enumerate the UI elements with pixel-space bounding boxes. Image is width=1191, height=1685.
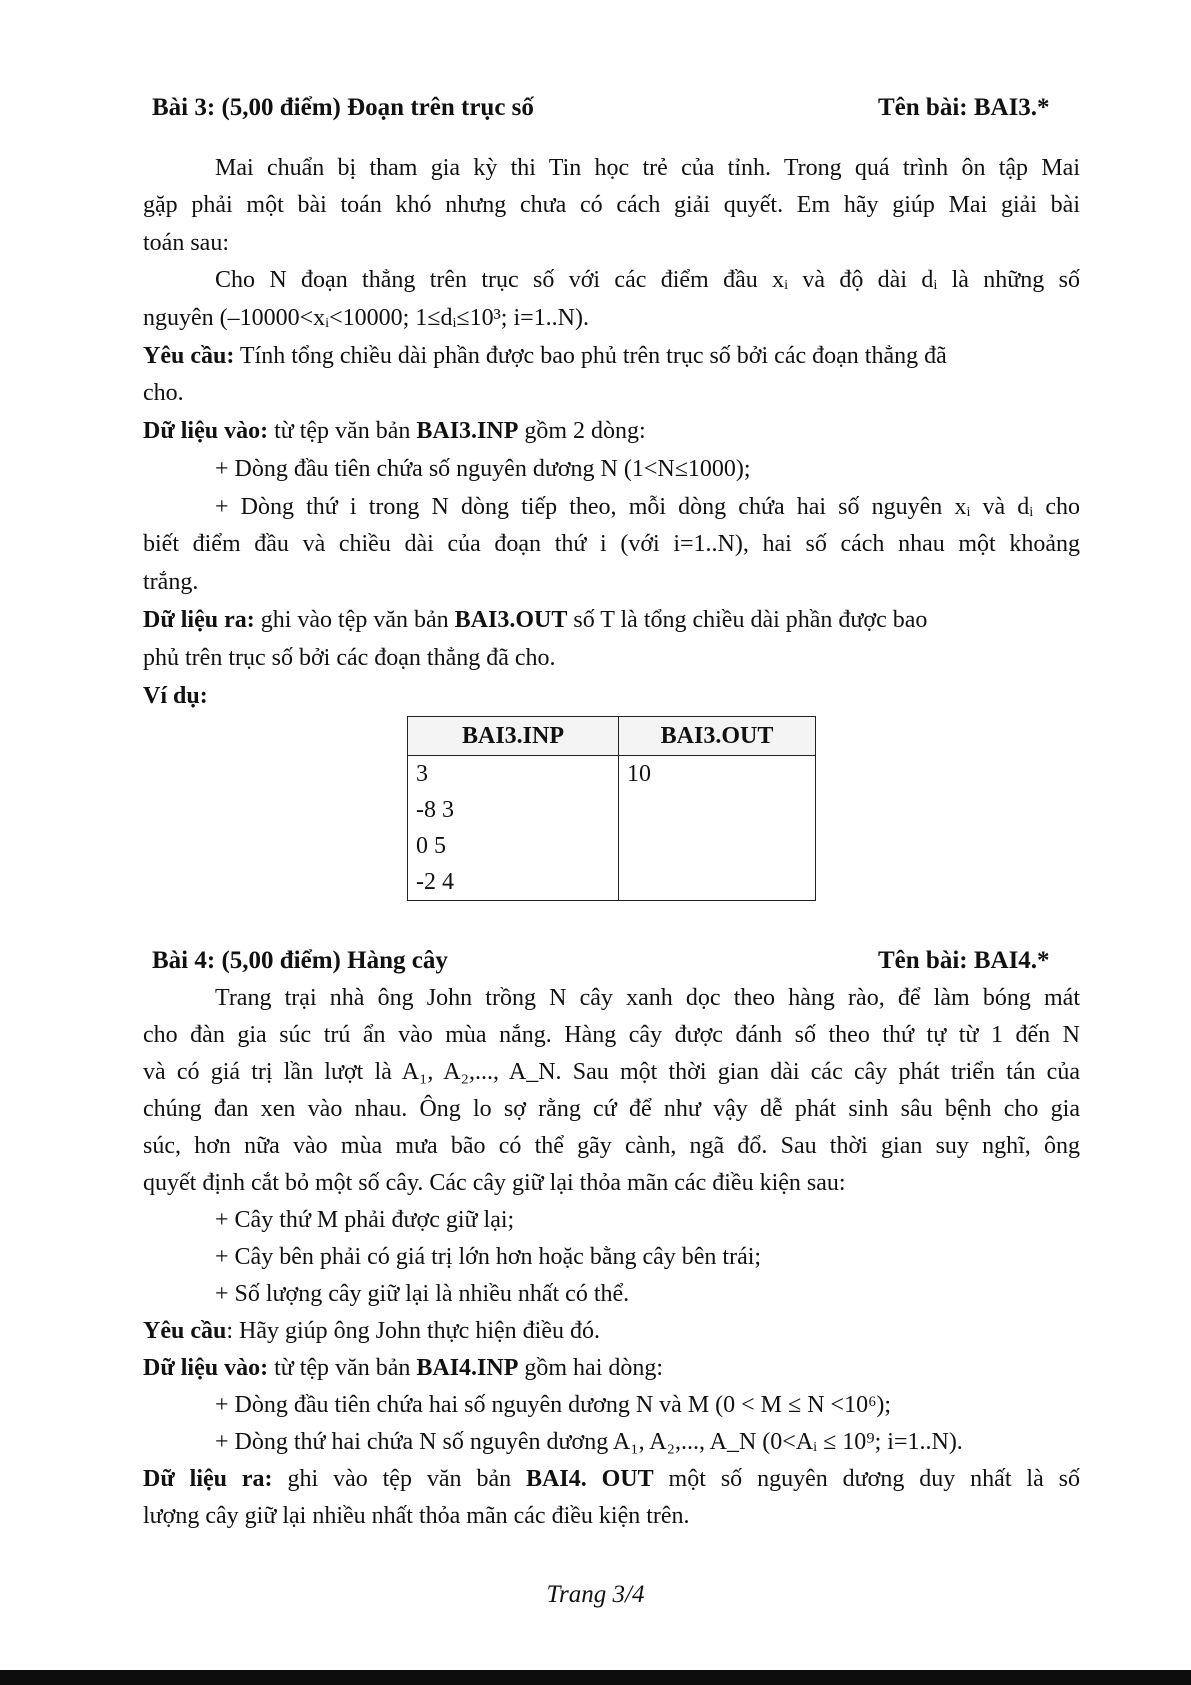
table-header-output: BAI3.OUT <box>619 717 816 756</box>
bai4-input-line1: + Dòng đầu tiên chứa hai số nguyên dương N và M (0 < M ≤ N <10⁶); <box>215 1392 892 1418</box>
table-cell-output <box>619 864 816 901</box>
bai4-para-line3: và có giá trị lần lượt là A₁, A₂,..., A_N. Sau một thời gian dài các cây phát triển tán của <box>143 1059 1080 1085</box>
bai4-output-line2: lượng cây giữ lại nhiều nhất thỏa mãn các điều kiện trên. <box>143 1503 690 1529</box>
output-filename: BAI3.OUT <box>454 607 568 633</box>
output-text-tail: số T là tổng chiều dài phần được bao <box>567 607 928 633</box>
output-text-tail: một số nguyên dương duy nhất là số <box>653 1466 1081 1492</box>
requirement-label: Yêu cầu <box>143 1318 227 1344</box>
bai3-input-line2: + Dòng thứ i trong N dòng tiếp theo, mỗi dòng chứa hai số nguyên xᵢ và dᵢ cho <box>215 494 1080 520</box>
requirement-text: Tính tổng chiều dài phần được bao phủ trên trục số bởi các đoạn thẳng đã <box>234 343 947 369</box>
table-row <box>408 756 816 793</box>
bai4-condition-3: + Số lượng cây giữ lại là nhiều nhất có thể. <box>215 1281 630 1307</box>
table-cell-output <box>619 792 816 828</box>
bai3-intro-line3: toán sau: <box>143 230 229 256</box>
bai4-input-spec <box>143 1352 663 1384</box>
bai4-para-line4: chúng đan xen vào nhau. Ông lo sợ rằng cứ để như vậy dễ phát sinh sâu bệnh cho gia <box>143 1096 1080 1122</box>
table-row <box>408 828 816 864</box>
bai4-condition-2: + Cây bên phải có giá trị lớn hơn hoặc bằng cây bên trái; <box>215 1244 762 1270</box>
output-text: ghi vào tệp văn bản <box>272 1466 527 1492</box>
output-label: Dữ liệu ra: <box>143 1466 273 1492</box>
bai3-input-line1: + Dòng đầu tiên chứa số nguyên dương N (1<N≤1000); <box>215 456 751 482</box>
table-cell-input: -8 3 <box>408 792 619 828</box>
bai3-output-line2: phủ trên trục số bởi các đoạn thẳng đã cho. <box>143 645 556 671</box>
table-cell-input: 0 5 <box>408 828 619 864</box>
output-text: ghi vào tệp văn bản <box>254 607 455 633</box>
table-cell-input: -2 4 <box>408 864 619 901</box>
bai3-intro-line1: Mai chuẩn bị tham gia kỳ thi Tin học trẻ của tỉnh. Trong quá trình ôn tập Mai <box>215 155 1080 181</box>
bai4-condition-1: + Cây thứ M phải được giữ lại; <box>215 1207 515 1233</box>
bai3-filename: Tên bài: BAI3.* <box>878 94 1050 121</box>
bai4-filename: Tên bài: BAI4.* <box>878 947 1050 974</box>
input-text: từ tệp văn bản <box>268 418 417 444</box>
input-label: Dữ liệu vào: <box>143 418 269 444</box>
bai3-given-line2: nguyên (–10000<xᵢ<10000; 1≤dᵢ≤10³; i=1..N). <box>143 305 589 331</box>
output-filename: BAI4. OUT <box>526 1466 654 1492</box>
bai4-input-line2: + Dòng thứ hai chứa N số nguyên dương A₁, A₂,..., A_N (0<Aᵢ ≤ 10⁹; i=1..N). <box>215 1429 963 1455</box>
input-text-tail: gồm hai dòng: <box>518 1355 664 1381</box>
output-label: Dữ liệu ra: <box>143 607 255 633</box>
example-table <box>407 716 816 901</box>
requirement-text: : Hãy giúp ông John thực hiện điều đó. <box>226 1318 600 1344</box>
bai4-para-line1: Trang trại nhà ông John trồng N cây xanh dọc theo hàng rào, để làm bóng mát <box>215 985 1080 1011</box>
bai3-input-line4: trắng. <box>143 569 199 595</box>
bai4-para-line6: quyết định cắt bỏ một số cây. Các cây giữ lại thỏa mãn các điều kiện sau: <box>143 1170 846 1196</box>
bai3-requirement-line2: cho. <box>143 380 184 406</box>
page-number: Trang 3/4 <box>546 1581 645 1608</box>
bai4-para-line2: cho đàn gia súc trú ẩn vào mùa nắng. Hàng cây được đánh số theo thứ tự từ 1 đến N <box>143 1022 1080 1048</box>
table-cell-input: 3 <box>408 756 619 793</box>
input-filename: BAI3.INP <box>416 418 519 444</box>
bai4-requirement <box>143 1315 600 1347</box>
input-filename: BAI4.INP <box>416 1355 519 1381</box>
bai3-intro-line2: gặp phải một bài toán khó nhưng chưa có cách giải quyết. Em hãy giúp Mai giải bài <box>143 192 1080 218</box>
requirement-label: Yêu cầu: <box>143 343 235 369</box>
bai4-output-spec <box>143 1463 1080 1495</box>
input-label: Dữ liệu vào: <box>143 1355 269 1381</box>
bai3-input-spec <box>143 415 646 447</box>
bai3-requirement <box>143 340 947 372</box>
table-row <box>408 864 816 901</box>
example-label: Ví dụ: <box>143 683 208 709</box>
bai3-given-line1: Cho N đoạn thẳng trên trục số với các điểm đầu xᵢ và độ dài dᵢ là những số <box>215 267 1080 293</box>
input-text-tail: gồm 2 dòng: <box>518 418 646 444</box>
bai3-output-spec <box>143 604 927 636</box>
input-text: từ tệp văn bản <box>268 1355 417 1381</box>
table-row <box>408 792 816 828</box>
bai3-input-line3: biết điểm đầu và chiều dài của đoạn thứ i (với i=1..N), hai số cách nhau một khoảng <box>143 531 1080 557</box>
scan-edge-bar <box>0 1670 1191 1685</box>
table-header-input: BAI3.INP <box>408 717 619 756</box>
bai4-para-line5: súc, hơn nữa vào mùa mưa bão có thể gãy cành, ngã đổ. Sau thời gian suy nghĩ, ông <box>143 1133 1080 1159</box>
table-cell-output: 10 <box>619 756 816 793</box>
bai3-heading: Bài 3: (5,00 điểm) Đoạn trên trục số <box>152 94 534 121</box>
table-cell-output <box>619 828 816 864</box>
bai4-heading: Bài 4: (5,00 điểm) Hàng cây <box>152 947 448 974</box>
